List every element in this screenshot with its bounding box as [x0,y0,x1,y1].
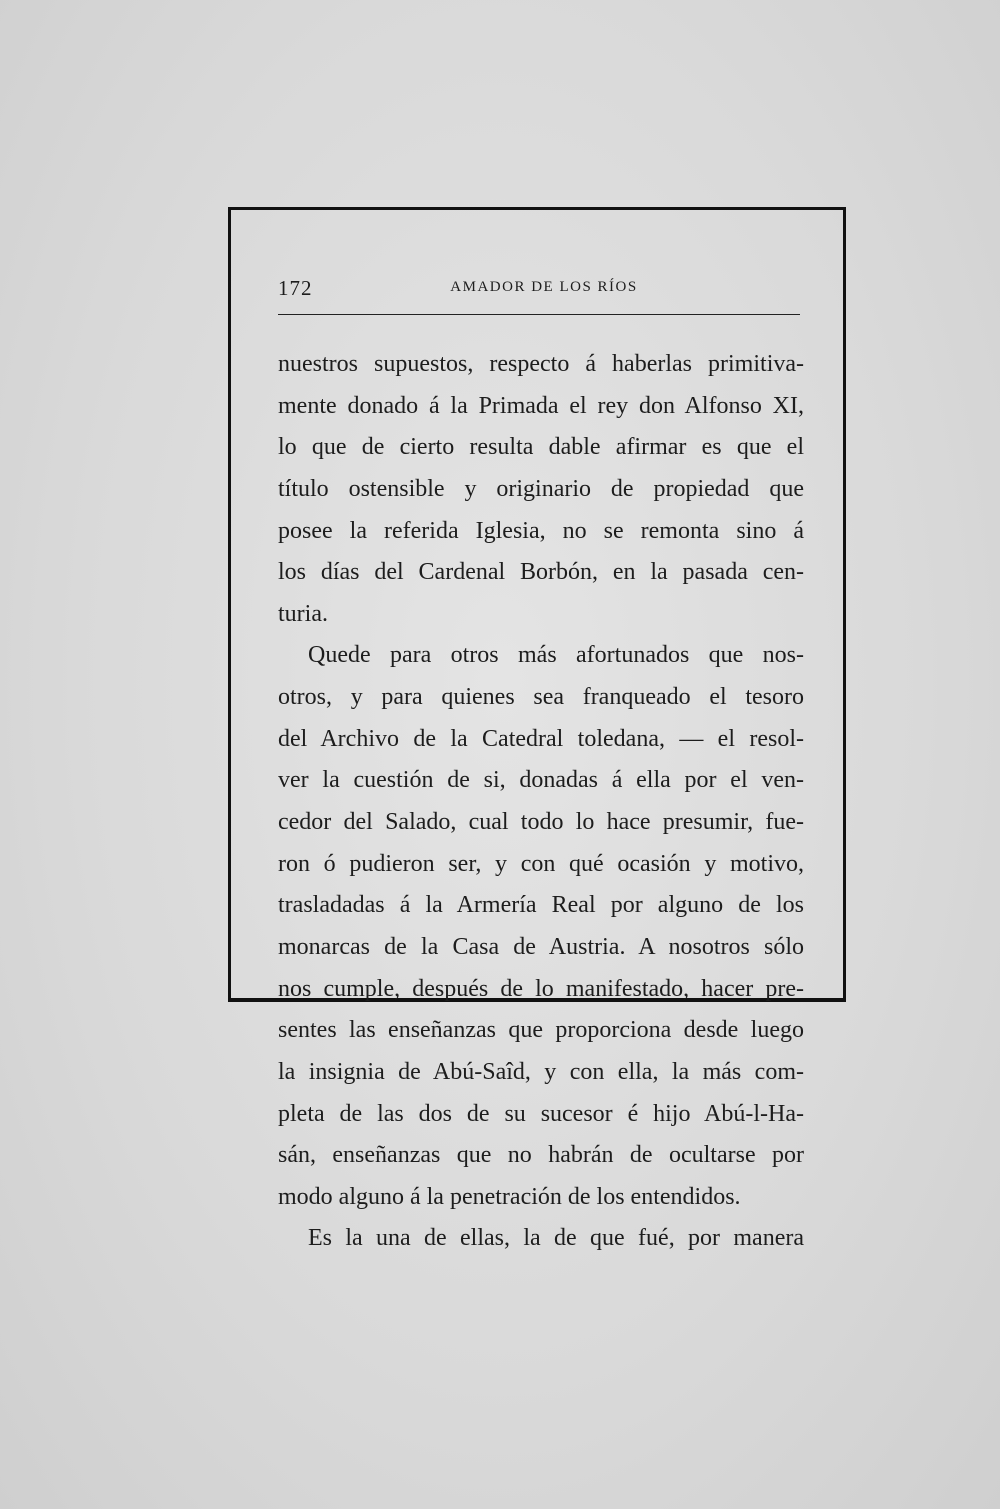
text-line: Quede para otros más afortunados que nos- [308,642,804,669]
text-line: Es la una de ellas, la de que fué, por manera [308,1225,804,1252]
text-line: lo que de cierto resulta dable afirmar es que el [278,434,804,461]
body-text [278,344,804,1260]
text-line: mente donado á la Primada el rey don Alfonso XI, [278,392,804,419]
running-title: AMADOR DE LOS RÍOS [450,279,638,295]
text-line: modo alguno á la penetración de los entendidos. [278,1183,741,1210]
text-line: nos cumple, después de lo manifestado, hacer pre- [278,975,804,1002]
header-rule [278,314,800,315]
text-line: otros, y para quienes sea franqueado el tesoro [278,684,804,711]
text-line: nuestros supuestos, respecto á haberlas primitiva- [278,351,804,377]
text-line: ver la cuestión de si, donadas á ella por el ven- [278,767,804,794]
text-line: título ostensible y originario de propiedad que [278,475,804,502]
text-line: los días del Cardenal Borbón, en la pasada cen- [278,559,804,586]
text-line: sán, enseñanzas que no habrán de ocultarse por [278,1142,804,1169]
text-line: sentes las enseñanzas que proporciona desde luego [278,1017,804,1044]
text-line: monarcas de la Casa de Austria. A nosotros sólo [278,933,804,960]
text-line: posee la referida Iglesia, no se remonta sino á [278,517,804,544]
text-line: pleta de las dos de su sucesor é hijo Abú-l-Ha- [278,1100,804,1127]
text-line: trasladadas á la Armería Real por alguno de los [278,892,804,919]
text-line: la insignia de Abú-Saîd, y con ella, la más com- [278,1058,804,1085]
page-number: 172 [278,276,313,300]
text-line: cedor del Salado, cual todo lo hace presumir, fue- [278,809,804,836]
text-line: ron ó pudieron ser, y con qué ocasión y motivo, [278,850,804,877]
text-line: del Archivo de la Catedral toledana, — el resol- [278,725,804,752]
running-header [278,276,800,302]
text-line: turia. [278,600,328,627]
